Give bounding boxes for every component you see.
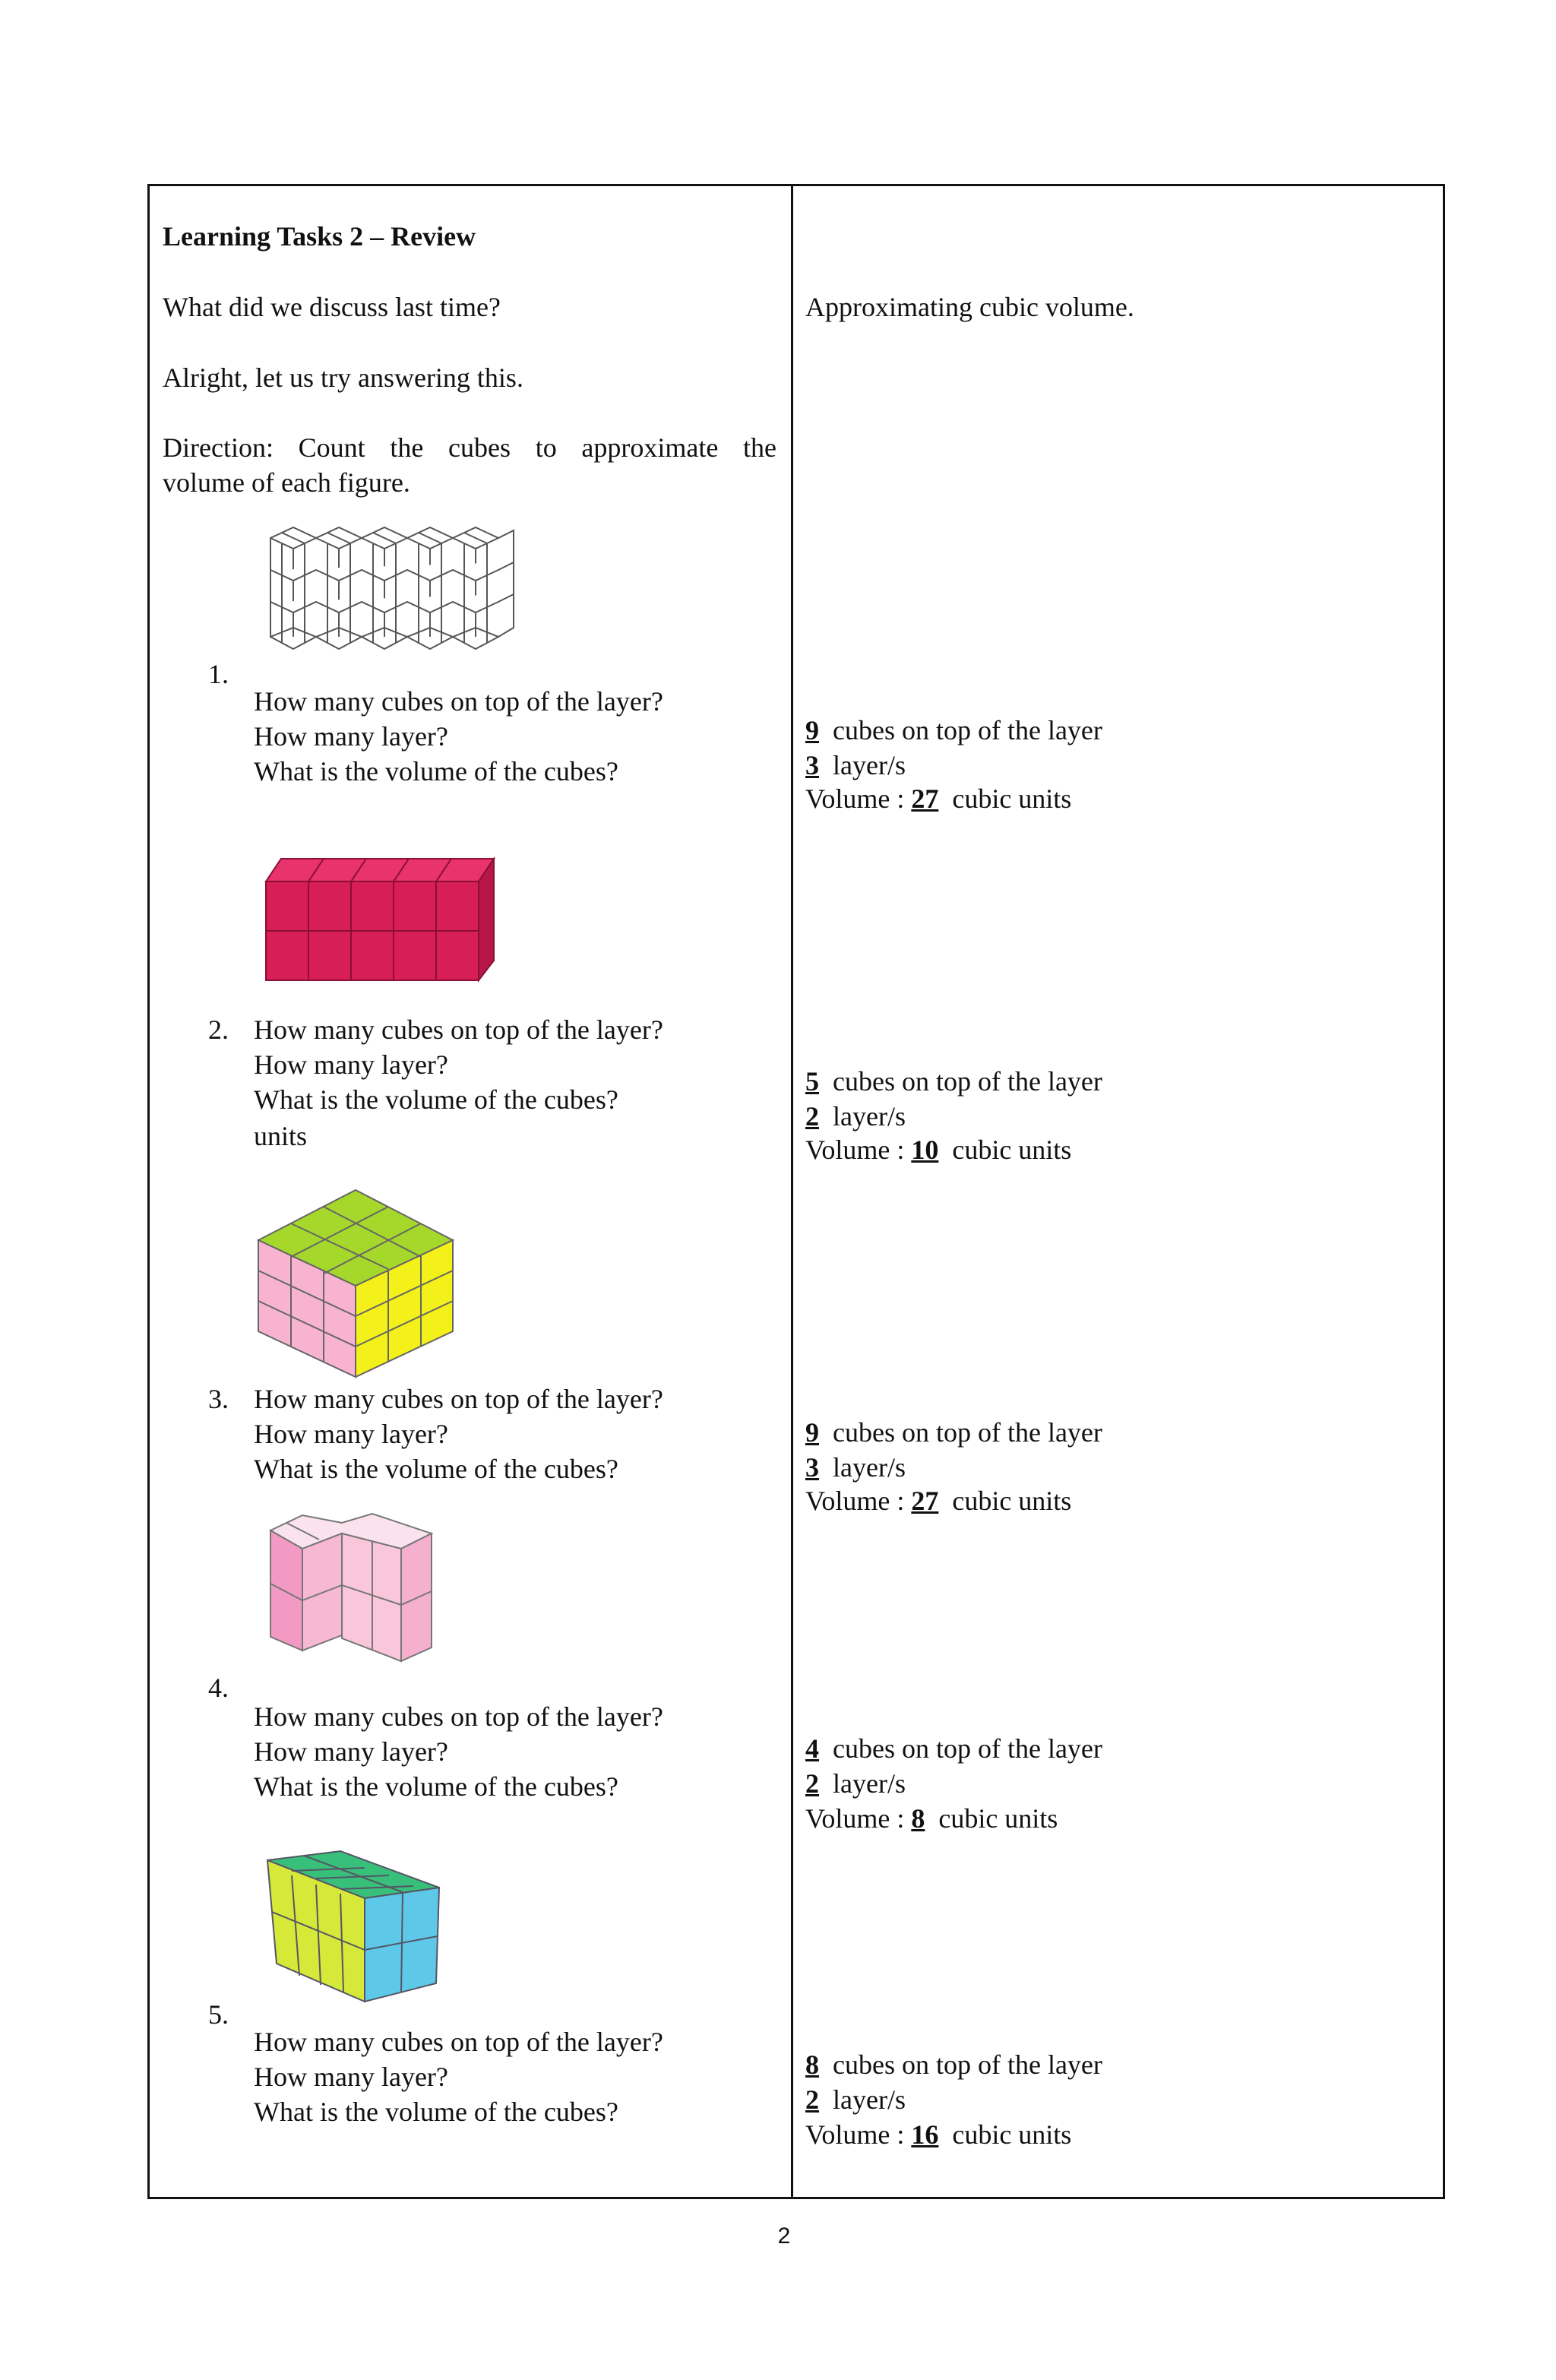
white-cube-stack-icon: [263, 521, 521, 673]
item-1-volume-value: 27: [911, 783, 939, 814]
item-3-question-top: How many cubes on top of the layer?: [254, 1384, 663, 1414]
item-1-question-volume: What is the volume of the cubes?: [254, 756, 618, 786]
item-4-volume-prefix: Volume :: [805, 1803, 905, 1834]
direction-line-2: volume of each figure.: [163, 467, 410, 498]
green-blue-cube-block-icon: [261, 1845, 444, 2008]
intro-prompt: Alright, let us try answering this.: [163, 362, 523, 393]
item-3-answer-volume: [805, 1483, 1071, 1518]
red-cube-block-icon: [261, 854, 498, 985]
item-3-question-layers: How many layer?: [254, 1419, 448, 1449]
item-1-answer-volume: [805, 781, 1071, 816]
item-2-question-volume: What is the volume of the cubes?: [254, 1084, 618, 1115]
item-3-answer-layers: [805, 1450, 906, 1485]
item-5-answer-layers: [805, 2082, 906, 2117]
item-1-answer-layers: [805, 748, 906, 783]
item-3-top-label: cubes on top of the layer: [833, 1417, 1102, 1448]
intro-question: What did we discuss last time?: [163, 292, 501, 322]
item-4-layers-label: layer/s: [833, 1768, 906, 1799]
item-2-question-layers: How many layer?: [254, 1049, 448, 1080]
item-2-volume-suffix: cubic units: [952, 1135, 1072, 1165]
tricolor-cube-icon: [254, 1185, 456, 1380]
item-2-top-value: 5: [805, 1066, 819, 1097]
column-divider: [791, 186, 793, 2197]
item-2-stray-units: units: [254, 1121, 308, 1151]
item-5-volume-value: 16: [911, 2119, 939, 2150]
item-1-question-layers: How many layer?: [254, 721, 448, 752]
page-number: 2: [777, 2223, 791, 2249]
item-4-top-value: 4: [805, 1733, 819, 1764]
item-1-top-value: 9: [805, 715, 819, 745]
item-5-volume-prefix: Volume :: [805, 2119, 905, 2150]
item-4-answer-volume: [805, 1801, 1058, 1836]
item-2-volume-value: 10: [911, 1135, 939, 1165]
item-3-volume-suffix: cubic units: [952, 1486, 1072, 1516]
item-3-answer-top: [805, 1415, 1102, 1450]
item-2-question-top: How many cubes on top of the layer?: [254, 1014, 663, 1045]
item-4-question-top: How many cubes on top of the layer?: [254, 1701, 663, 1732]
item-2-layers-value: 2: [805, 1101, 819, 1131]
item-2-number: 2.: [208, 1014, 229, 1045]
item-3-volume-prefix: Volume :: [805, 1486, 905, 1516]
item-1-answer-top: [805, 713, 1102, 748]
item-4-volume-value: 8: [911, 1803, 925, 1834]
item-5-question-top: How many cubes on top of the layer?: [254, 2027, 663, 2057]
item-3-number: 3.: [208, 1384, 229, 1414]
item-1-layers-label: layer/s: [833, 750, 906, 780]
item-3-question-volume: What is the volume of the cubes?: [254, 1454, 618, 1484]
item-4-answer-layers: [805, 1766, 906, 1801]
item-1-volume-prefix: Volume :: [805, 783, 905, 814]
item-1-volume-suffix: cubic units: [952, 783, 1072, 814]
item-4-answer-top: [805, 1731, 1102, 1766]
item-1-question-top: How many cubes on top of the layer?: [254, 686, 663, 717]
item-2-top-label: cubes on top of the layer: [833, 1066, 1102, 1097]
item-1-layers-value: 3: [805, 750, 819, 780]
item-5-top-label: cubes on top of the layer: [833, 2049, 1102, 2080]
item-5-question-volume: What is the volume of the cubes?: [254, 2097, 618, 2127]
item-5-number: 5.: [208, 1999, 229, 2030]
item-4-number: 4.: [208, 1673, 229, 1703]
item-5-answer-volume: [805, 2117, 1071, 2152]
item-4-layers-value: 2: [805, 1768, 819, 1799]
item-4-volume-suffix: cubic units: [938, 1803, 1058, 1834]
pink-cube-stack-icon: [266, 1509, 438, 1667]
item-4-top-label: cubes on top of the layer: [833, 1733, 1102, 1764]
item-1-number: 1.: [208, 659, 229, 689]
item-5-top-value: 8: [805, 2049, 819, 2080]
item-5-layers-label: layer/s: [833, 2084, 906, 2115]
item-3-volume-value: 27: [911, 1486, 939, 1516]
item-2-answer-layers: [805, 1099, 906, 1134]
intro-answer: Approximating cubic volume.: [805, 292, 1134, 322]
item-1-top-label: cubes on top of the layer: [833, 715, 1102, 745]
item-5-layers-value: 2: [805, 2084, 819, 2115]
item-5-question-layers: How many layer?: [254, 2062, 448, 2092]
item-2-answer-top: [805, 1064, 1102, 1099]
item-4-question-volume: What is the volume of the cubes?: [254, 1771, 618, 1802]
direction-line-1: Direction: Count the cubes to approximate the: [163, 432, 776, 463]
item-2-layers-label: layer/s: [833, 1101, 906, 1131]
item-2-answer-volume: [805, 1132, 1071, 1167]
section-heading: Learning Tasks 2 – Review: [163, 221, 476, 252]
item-4-question-layers: How many layer?: [254, 1736, 448, 1767]
item-3-top-value: 9: [805, 1417, 819, 1448]
item-2-volume-prefix: Volume :: [805, 1135, 905, 1165]
item-3-layers-value: 3: [805, 1452, 819, 1483]
item-3-layers-label: layer/s: [833, 1452, 906, 1483]
item-5-volume-suffix: cubic units: [952, 2119, 1072, 2150]
item-5-answer-top: [805, 2047, 1102, 2082]
